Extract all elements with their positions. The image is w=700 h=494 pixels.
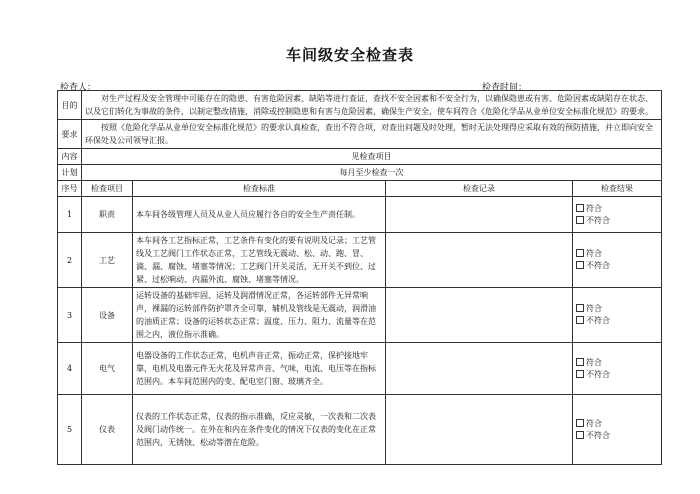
- header-result: 检查结果: [573, 181, 662, 197]
- table-row: [58, 343, 662, 395]
- row-result: [573, 233, 662, 288]
- plan-row: [58, 165, 662, 181]
- header-no: 序号: [58, 181, 82, 197]
- row-record[interactable]: [386, 395, 573, 465]
- pass-option[interactable]: [576, 248, 658, 260]
- pass-label: 符合: [586, 357, 602, 367]
- row-number: 3: [58, 288, 82, 343]
- checkbox-icon[interactable]: [576, 204, 584, 212]
- fail-label: 不符合: [586, 369, 610, 379]
- row-item: 仪表: [82, 395, 133, 465]
- row-standard: 运转设备的基础牢固、运转及润滑情况正常，各运转部件无异常响声，裸漏的运转部件防护罩齐全可靠，辅机及管线是无震动，润滑油的油质正常；设备的运转状态正常；温度、压力、阻力、流量等在范围之内，液位指示准确。: [133, 288, 386, 343]
- row-result: [573, 288, 662, 343]
- header-standard: 检查标准: [133, 181, 386, 197]
- row-standard: 本车间各级管理人员及从业人员应履行各自的安全生产责任制。: [133, 197, 386, 233]
- pass-option[interactable]: [576, 303, 658, 315]
- pass-label: 符合: [586, 203, 602, 213]
- checkbox-icon[interactable]: [576, 358, 584, 366]
- row-record[interactable]: [386, 233, 573, 288]
- checkbox-icon[interactable]: [576, 370, 584, 378]
- pass-label: 符合: [586, 418, 602, 428]
- plan-label: 计划: [58, 165, 82, 181]
- fail-label: 不符合: [586, 316, 610, 325]
- requirement-row: [58, 120, 662, 149]
- row-record[interactable]: [386, 343, 573, 395]
- purpose-text: 对生产过程及安全管理中可能存在的隐患、有害危险因素、缺陷等进行查证，查找不安全因素和不安全行为，以确保隐患或有害、危险因素或缺陷存在状态、以及它们转化为事故的条件，以制定整改措施，消除或控制隐患和有害与危险因素，确保生产安全，使车间符合《危险化学品从业单位安全标准化规范》的要求。: [82, 91, 662, 120]
- row-number: 4: [58, 343, 82, 395]
- row-result: [573, 395, 662, 465]
- checkbox-icon[interactable]: [576, 316, 584, 324]
- pass-option[interactable]: [576, 203, 658, 215]
- table-row: [58, 288, 662, 343]
- page-title: 车间级安全检查表: [285, 46, 414, 64]
- table-row: [58, 395, 662, 465]
- fail-label: 不符合: [586, 430, 610, 440]
- header-record: 检查记录: [386, 181, 573, 197]
- header-row: [58, 181, 662, 197]
- checkbox-icon[interactable]: [576, 419, 584, 427]
- row-record[interactable]: [386, 288, 573, 343]
- inspector-label: 检查人：: [60, 83, 97, 93]
- row-item: 职责: [82, 197, 133, 233]
- row-item: 电气: [82, 343, 133, 395]
- checkbox-icon[interactable]: [576, 431, 584, 439]
- fail-option[interactable]: [576, 369, 658, 381]
- fail-label: 不符合: [586, 261, 610, 270]
- pass-label: 符合: [586, 249, 602, 258]
- row-item: 工艺: [82, 233, 133, 288]
- content-label: 内容: [58, 149, 82, 165]
- purpose-row: [58, 91, 662, 120]
- pass-option[interactable]: [576, 357, 658, 369]
- row-number: 5: [58, 395, 82, 465]
- row-standard: 仪表的工作状态正常，仪表的指示准确，反应灵敏，一次表和二次表及阀门动作统一。在外在和内在条件变化的情况下仪表的变化在正常范围内，无锈蚀、松动等潜在危险。: [133, 395, 386, 465]
- content-text: 见检查项目: [82, 149, 662, 165]
- checkbox-icon[interactable]: [576, 249, 584, 257]
- checkbox-icon[interactable]: [576, 261, 584, 269]
- checkbox-icon[interactable]: [576, 304, 584, 312]
- fail-option[interactable]: [576, 215, 658, 227]
- requirement-label: 要求: [58, 120, 82, 149]
- table-row: [58, 233, 662, 288]
- content-row: [58, 149, 662, 165]
- purpose-label: 目的: [58, 91, 82, 120]
- fail-option[interactable]: [576, 260, 658, 272]
- inspection-time-label: 检查时间：: [482, 83, 528, 93]
- safety-checklist-table: [57, 90, 662, 465]
- fail-label: 不符合: [586, 215, 610, 225]
- table-row: [58, 197, 662, 233]
- pass-option[interactable]: [576, 418, 658, 430]
- fail-option[interactable]: [576, 315, 658, 327]
- row-standard: 电器设备的工作状态正常，电机声音正常，振动正常，保护接地牢靠，电机及电器元件无火花及异常声音、气味，电流、电压等在指标范围内。本车间范围内的变、配电室门窗、玻璃齐全。: [133, 343, 386, 395]
- fail-option[interactable]: [576, 430, 658, 442]
- row-number: 1: [58, 197, 82, 233]
- row-result: [573, 197, 662, 233]
- checkbox-icon[interactable]: [576, 216, 584, 224]
- row-number: 2: [58, 233, 82, 288]
- row-item: 设备: [82, 288, 133, 343]
- row-record[interactable]: [386, 197, 573, 233]
- requirement-text: 按照《危险化学品从业单位安全标准化规范》的要求认真检查，查出不符合项，对查出问题及时处理，暂时无法处理得应采取有效的预防措施，并立即向安全环保处及公司领导汇报。: [82, 120, 662, 149]
- row-standard: 本车间各工艺指标正常，工艺条件有变化的要有说明及记录；工艺管线及工艺阀门工作状态正常，工艺管线无震动、松、动、跑、冒、滴、漏、腐蚀、堵塞等情况；工艺阀门开关灵活，无开关不到位、过紧、过松响动、内漏外流、腐蚀、堵塞等情况。: [133, 233, 386, 288]
- plan-text: 每月至少检查一次: [82, 165, 662, 181]
- header-item: 检查项目: [82, 181, 133, 197]
- pass-label: 符合: [586, 304, 602, 313]
- row-result: [573, 343, 662, 395]
